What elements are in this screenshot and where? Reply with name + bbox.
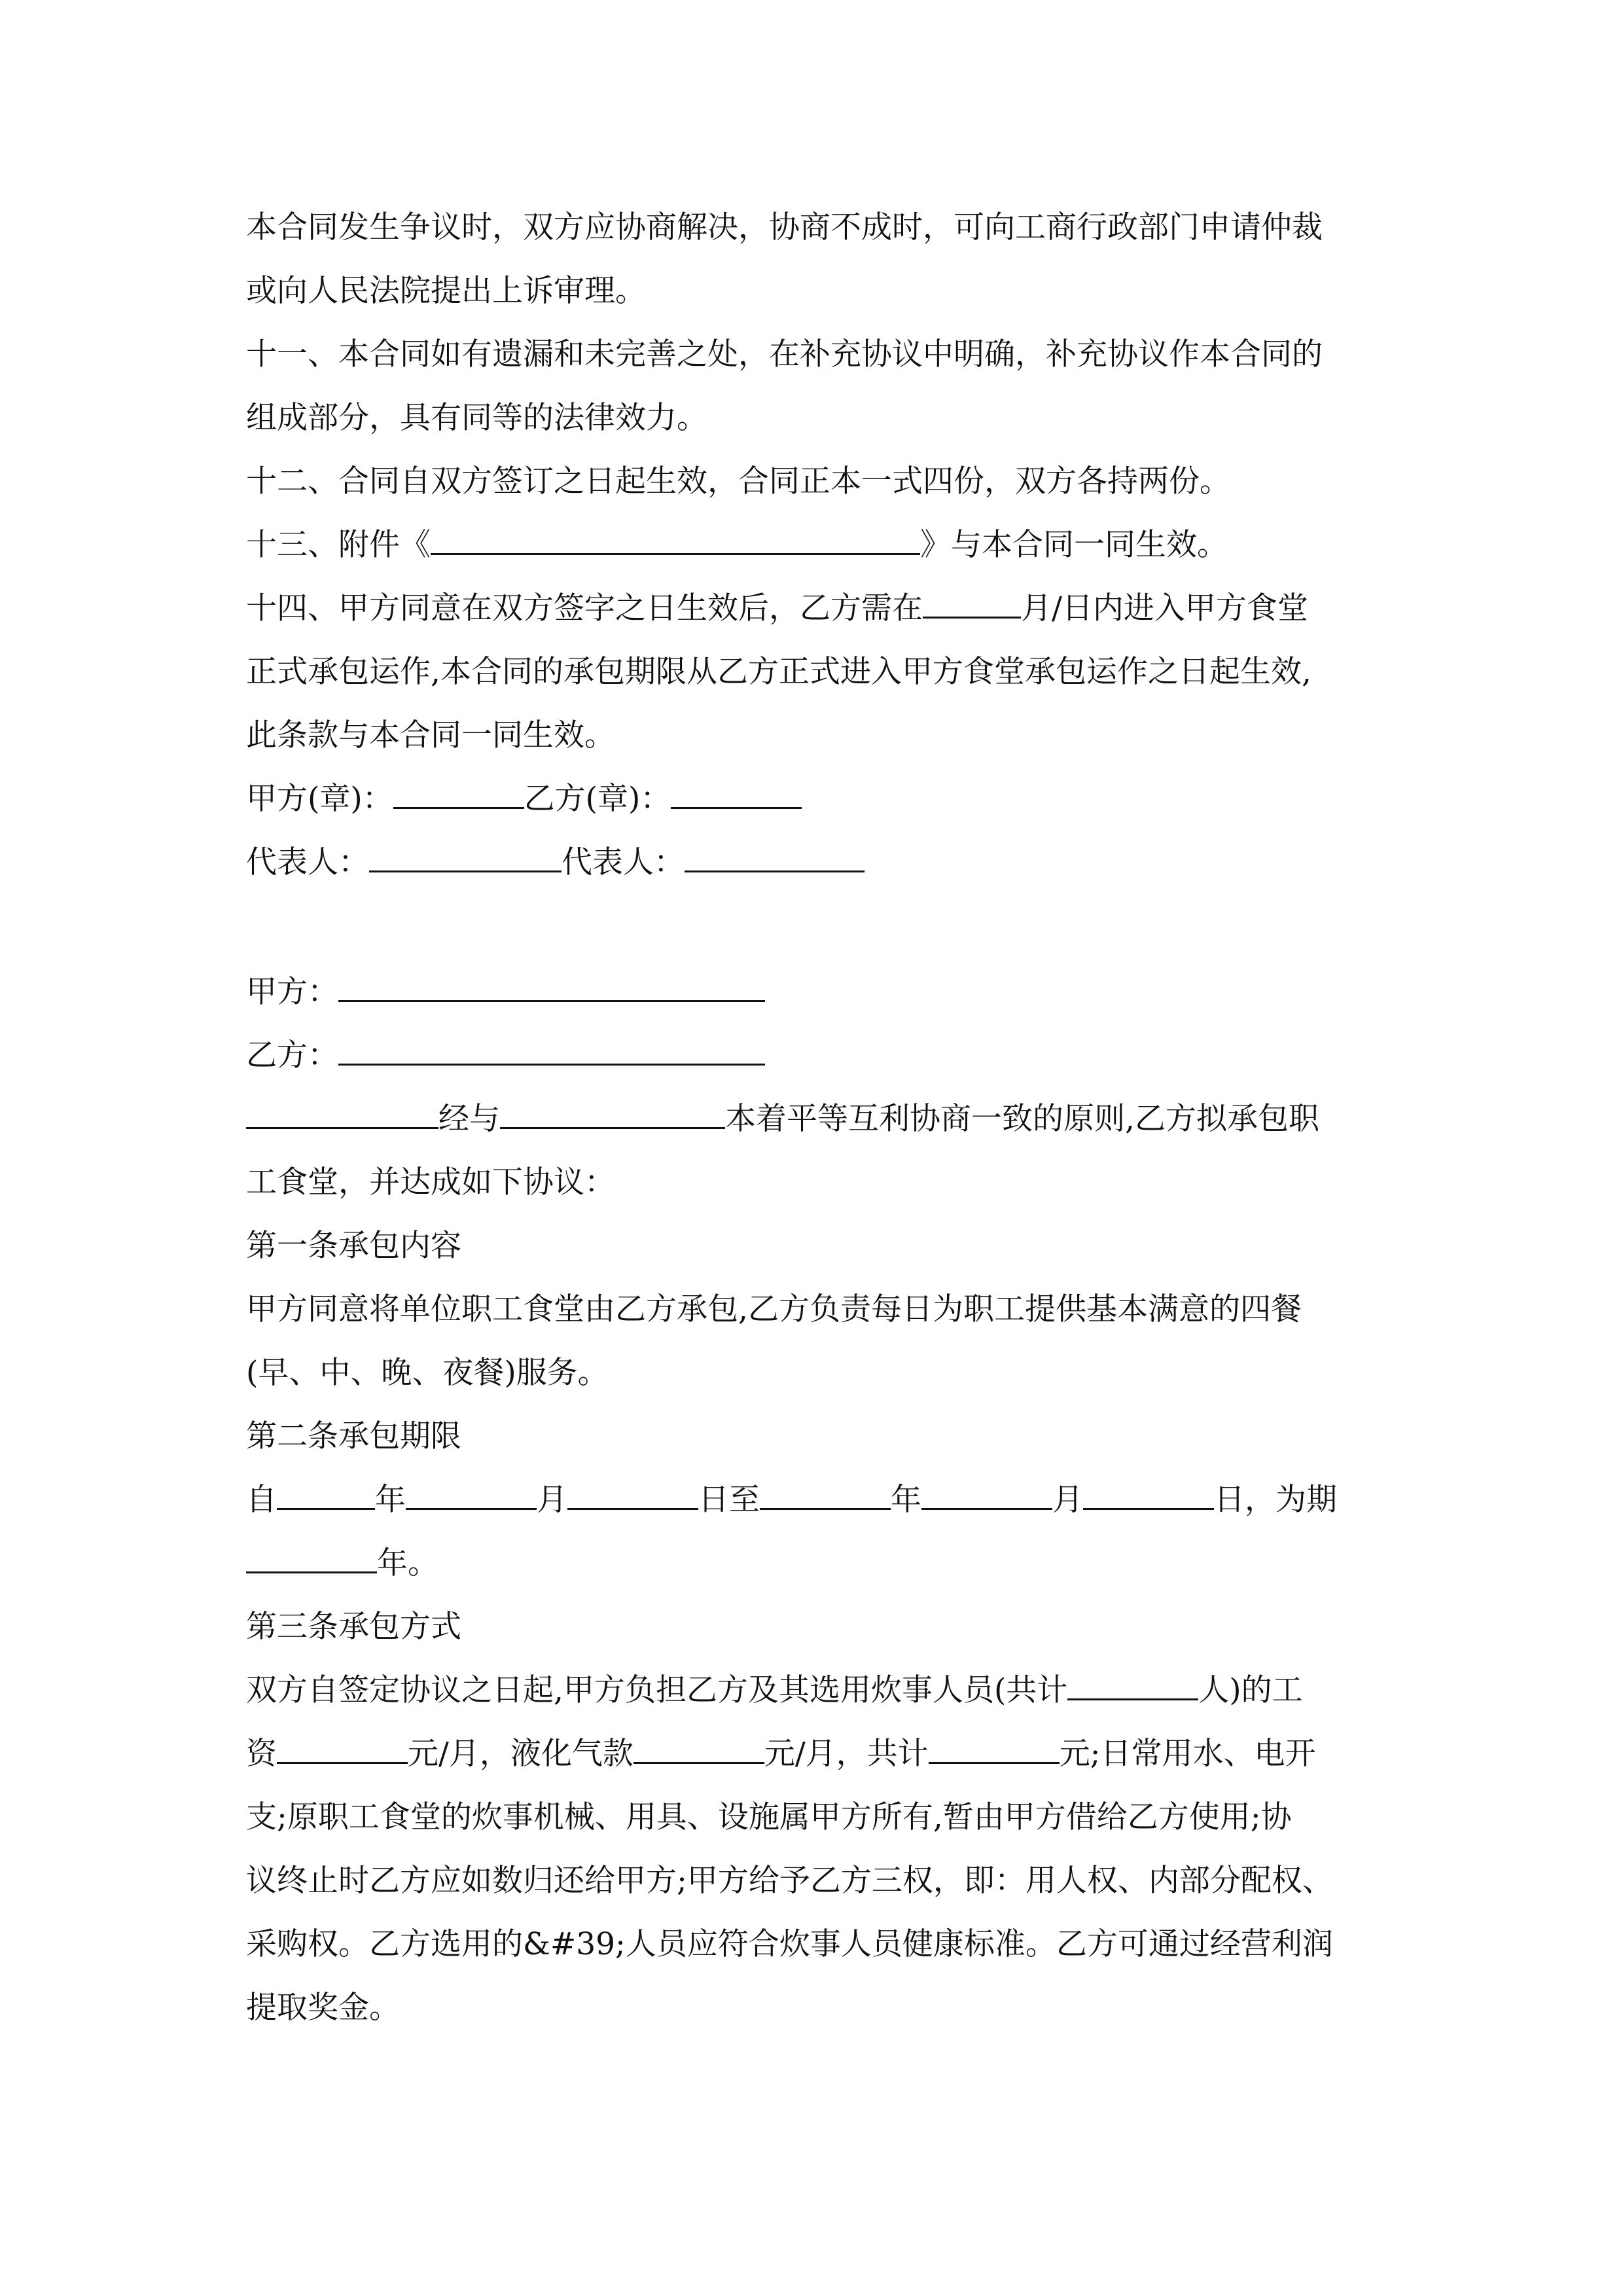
article-3-title: 第三条承包方式 bbox=[246, 1609, 461, 1645]
period-label: 日，为期 bbox=[1214, 1482, 1337, 1518]
article-3-l1-prefix: 双方自签定协议之日起,甲方负担乙方及其选用炊事人员(共计 bbox=[246, 1672, 1068, 1708]
intro-line-2: 工食堂，并达成如下协议： bbox=[246, 1164, 615, 1200]
start-year-blank[interactable] bbox=[277, 1480, 375, 1510]
clause-11-line-1: 十一、本合同如有遗漏和未完善之处，在补充协议中明确，补充协议作本合同的 bbox=[246, 336, 1323, 372]
article-3-l1-suffix: 人)的工 bbox=[1198, 1672, 1303, 1708]
clause-14-line-3: 此条款与本合同一同生效。 bbox=[246, 717, 615, 753]
party-b-seal-blank[interactable] bbox=[671, 780, 802, 809]
article-3-line-3: 支;原职工食堂的炊事机械、用具、设施属甲方所有,暂由甲方借给乙方使用;协 bbox=[246, 1799, 1292, 1835]
staff-count-blank[interactable] bbox=[1067, 1671, 1198, 1700]
article-3-line-2 bbox=[246, 1734, 1316, 1774]
article-3-l2-suffix: 元;日常用水、电开 bbox=[1059, 1736, 1316, 1772]
end-year-blank[interactable] bbox=[760, 1480, 891, 1510]
clause-11-line-2: 组成部分，具有同等的法律效力。 bbox=[246, 400, 707, 436]
start-day-blank[interactable] bbox=[567, 1480, 698, 1510]
wage-amount-blank[interactable] bbox=[277, 1734, 408, 1764]
end-month-blank[interactable] bbox=[921, 1480, 1052, 1510]
total-amount-blank[interactable] bbox=[929, 1734, 1060, 1764]
term-years-blank[interactable] bbox=[246, 1544, 377, 1573]
clause-14-prefix: 十四、甲方同意在双方签字之日生效后，乙方需在 bbox=[246, 590, 923, 626]
party-a-seal-blank[interactable] bbox=[393, 780, 524, 809]
article-3-line-6: 提取奖金。 bbox=[246, 1990, 400, 2026]
party-a-name-blank[interactable] bbox=[338, 973, 765, 1002]
representative-row bbox=[246, 843, 865, 882]
wage-label: 资 bbox=[246, 1736, 277, 1772]
clause-14-suffix: 月/日内进入甲方食堂 bbox=[1021, 590, 1308, 626]
article-2-years-row bbox=[246, 1544, 438, 1583]
party-a-rep-label: 代表人： bbox=[246, 844, 369, 880]
gas-amount-blank[interactable] bbox=[633, 1734, 764, 1764]
intro-party-b-blank[interactable] bbox=[500, 1100, 725, 1129]
article-3-line-5: 采购权。乙方选用的&#39;人员应符合炊事人员健康标准。乙方可通过经营利润 bbox=[246, 1926, 1333, 1962]
article-2-title: 第二条承包期限 bbox=[246, 1418, 461, 1454]
clause-12: 十二、合同自双方签订之日起生效，合同正本一式四份，双方各持两份。 bbox=[246, 463, 1230, 499]
party-a-header-row bbox=[246, 973, 765, 1012]
day-to-label: 日至 bbox=[698, 1482, 760, 1518]
clause-13 bbox=[246, 526, 1228, 565]
clause-13-prefix: 十三、附件《 bbox=[246, 527, 431, 563]
party-a-label: 甲方： bbox=[246, 974, 338, 1010]
attachment-name-blank[interactable] bbox=[431, 526, 920, 555]
signature-seal-row bbox=[246, 780, 802, 819]
entry-days-blank[interactable] bbox=[923, 589, 1021, 619]
start-month-blank[interactable] bbox=[406, 1480, 537, 1510]
gas-label: 元/月，液化气款 bbox=[408, 1736, 633, 1772]
article-3-line-4: 议终止时乙方应如数归还给甲方;甲方给予乙方三权，即：用人权、内部分配权、 bbox=[246, 1863, 1333, 1899]
intro-rest: 本着平等互利协商一致的原则,乙方拟承包职 bbox=[725, 1101, 1319, 1137]
month-label: 月 bbox=[537, 1482, 567, 1518]
intro-party-a-blank[interactable] bbox=[246, 1100, 438, 1129]
article-1-line-2: (早、中、晚、夜餐)服务。 bbox=[246, 1355, 609, 1391]
article-1-title: 第一条承包内容 bbox=[246, 1228, 461, 1264]
year-label: 年 bbox=[375, 1482, 406, 1518]
party-b-label: 乙方： bbox=[246, 1037, 338, 1073]
year2-label: 年 bbox=[891, 1482, 921, 1518]
party-b-seal-label: 乙方(章)： bbox=[524, 781, 671, 817]
clause-14-line-2: 正式承包运作,本合同的承包期限从乙方正式进入甲方食堂承包运作之日起生效, bbox=[246, 654, 1311, 690]
intro-line-1 bbox=[246, 1100, 1319, 1139]
article-3-line-1 bbox=[246, 1671, 1303, 1710]
clause-10-line-1: 本合同发生争议时，双方应协商解决，协商不成时，可向工商行政部门申请仲裁 bbox=[246, 209, 1323, 245]
clause-10-line-2: 或向人民法院提出上诉审理。 bbox=[246, 273, 646, 309]
party-a-seal-label: 甲方(章)： bbox=[246, 781, 393, 817]
party-b-name-blank[interactable] bbox=[338, 1036, 765, 1066]
article-1-line-1: 甲方同意将单位职工食堂由乙方承包,乙方负责每日为职工提供基本满意的四餐 bbox=[246, 1291, 1302, 1327]
party-b-rep-label: 代表人： bbox=[562, 844, 685, 880]
article-2-date-row bbox=[246, 1480, 1337, 1520]
end-day-blank[interactable] bbox=[1083, 1480, 1214, 1510]
month2-label: 月 bbox=[1052, 1482, 1083, 1518]
party-b-rep-blank[interactable] bbox=[685, 843, 865, 872]
clause-13-suffix: 》与本合同一同生效。 bbox=[920, 527, 1228, 563]
from-label: 自 bbox=[246, 1482, 277, 1518]
party-a-rep-blank[interactable] bbox=[369, 843, 562, 872]
years-end-label: 年。 bbox=[377, 1545, 438, 1581]
party-b-header-row bbox=[246, 1036, 765, 1075]
intro-via: 经与 bbox=[438, 1101, 500, 1137]
total-label: 元/月，共计 bbox=[764, 1736, 929, 1772]
clause-14-line-1 bbox=[246, 589, 1308, 628]
